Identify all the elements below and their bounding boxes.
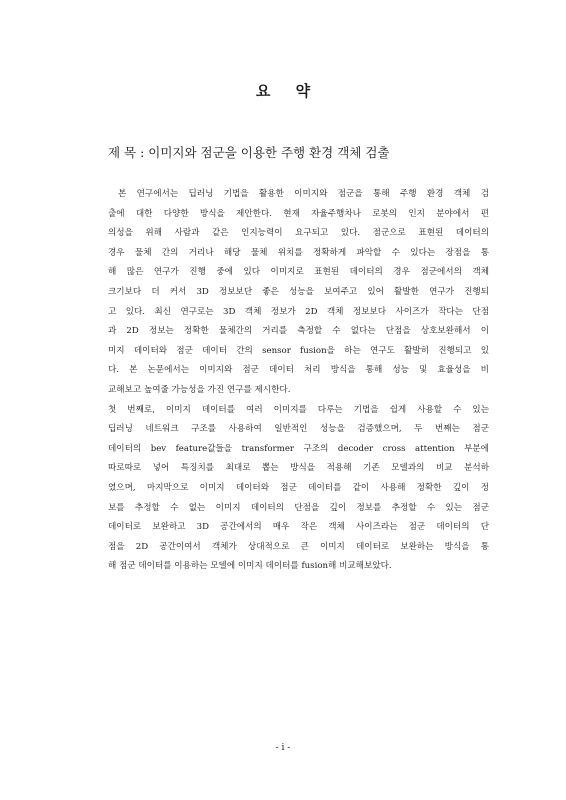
paragraph-1-line: 의성을 위해 사람과 같은 인지능력이 요구되고 있다. 점군으로 표현된 데이터의 — [108, 228, 489, 239]
paragraph-2-line: 보를 추정할 수 없는 이미지 데이터의 단점을 깊이 정보를 추정할 수 있는 점군 — [108, 502, 489, 513]
abstract-body — [108, 185, 489, 577]
paragraph-2-line: 해 점군 데이터를 이용하는 모델에 이미지 데이터를 fusion해 비교해보았다. — [108, 561, 392, 572]
paragraph-1-line: 미지 데이터와 점군 데이터 간의 sensor fusion을 하는 연구도 활발히 진행되고 있 — [108, 345, 489, 356]
paragraph-2-line: 점을 2D 공간이여서 객체가 상대적으로 큰 이미지 데이터로 보완하는 방식을 통 — [108, 541, 489, 552]
paragraph-1-line: 교해보고 높여줄 가능성을 가진 연구를 제시한다. — [108, 384, 291, 395]
paragraph-2-line: 딥러닝 네트워크 구조를 사용하여 일반적인 성능을 검증했으며, 두 번째는 점군 — [108, 424, 489, 435]
paragraph-2-line: 첫 번째로, 이미지 데이터를 여러 이미지를 다루는 기법을 쉽게 사용할 수 있는 — [108, 404, 489, 415]
page-number: - i - — [275, 743, 291, 753]
paragraph-1-line: 다. 본 논문에서는 이미지와 점군 데이터 처리 방식을 통해 성능 및 효율성을 비 — [108, 365, 489, 376]
abstract-heading: 요 약 — [255, 82, 321, 100]
paragraph-1-line: 과 2D 정보는 정확한 물체간의 거리를 측정할 수 없다는 단점을 상호보완해서 이 — [108, 326, 489, 337]
paragraph-2-line: 데이터로 보완하고 3D 공간에서의 매우 작은 객체 사이즈라는 점군 데이터의 단 — [108, 522, 489, 533]
paragraph-1-line: 출에 대한 다양한 방식을 제안한다. 현재 자율주행차나 로봇의 인지 분야에서 편 — [108, 208, 489, 219]
paragraph-2-line: 따로따로 넣어 특징치를 최대로 뽑는 방식을 적용해 기존 모델과의 비교 분석하 — [108, 463, 489, 474]
thesis-title: 제 목 : 이미지와 점군을 이용한 주행 환경 객체 검출 — [108, 145, 390, 160]
paragraph-1-line: 고 있다. 최신 연구로는 3D 객체 정보가 2D 객체 정보보다 사이즈가 작다는 단점 — [108, 306, 489, 317]
paragraph-1-line: 경우 물체 간의 거리나 해당 물체 위치를 정확하게 파악할 수 있다는 장점을 통 — [108, 247, 489, 258]
paragraph-2-line: 데이터의 bev feature값들을 transformer 구조의 decoder cross attention 부분에 — [108, 443, 489, 454]
paragraph-1-line: 크기보다 더 커서 3D 정보보단 좋은 성능을 보여주고 있어 활발한 연구가 진행되 — [108, 286, 489, 297]
paragraph-1-line: 본 연구에서는 딥러닝 기법을 활용한 이미지와 점군을 통해 주행 환경 객체 검 — [118, 189, 489, 199]
paragraph-2-line: 였으며, 마지막으로 이미지 데이터와 점군 데이터를 같이 사용해 정확한 깊이 정 — [108, 482, 489, 493]
paragraph-1-line: 해 많은 연구가 진행 중에 있다 이미지로 표현된 데이터의 경우 점군에서의 객체 — [108, 267, 489, 278]
